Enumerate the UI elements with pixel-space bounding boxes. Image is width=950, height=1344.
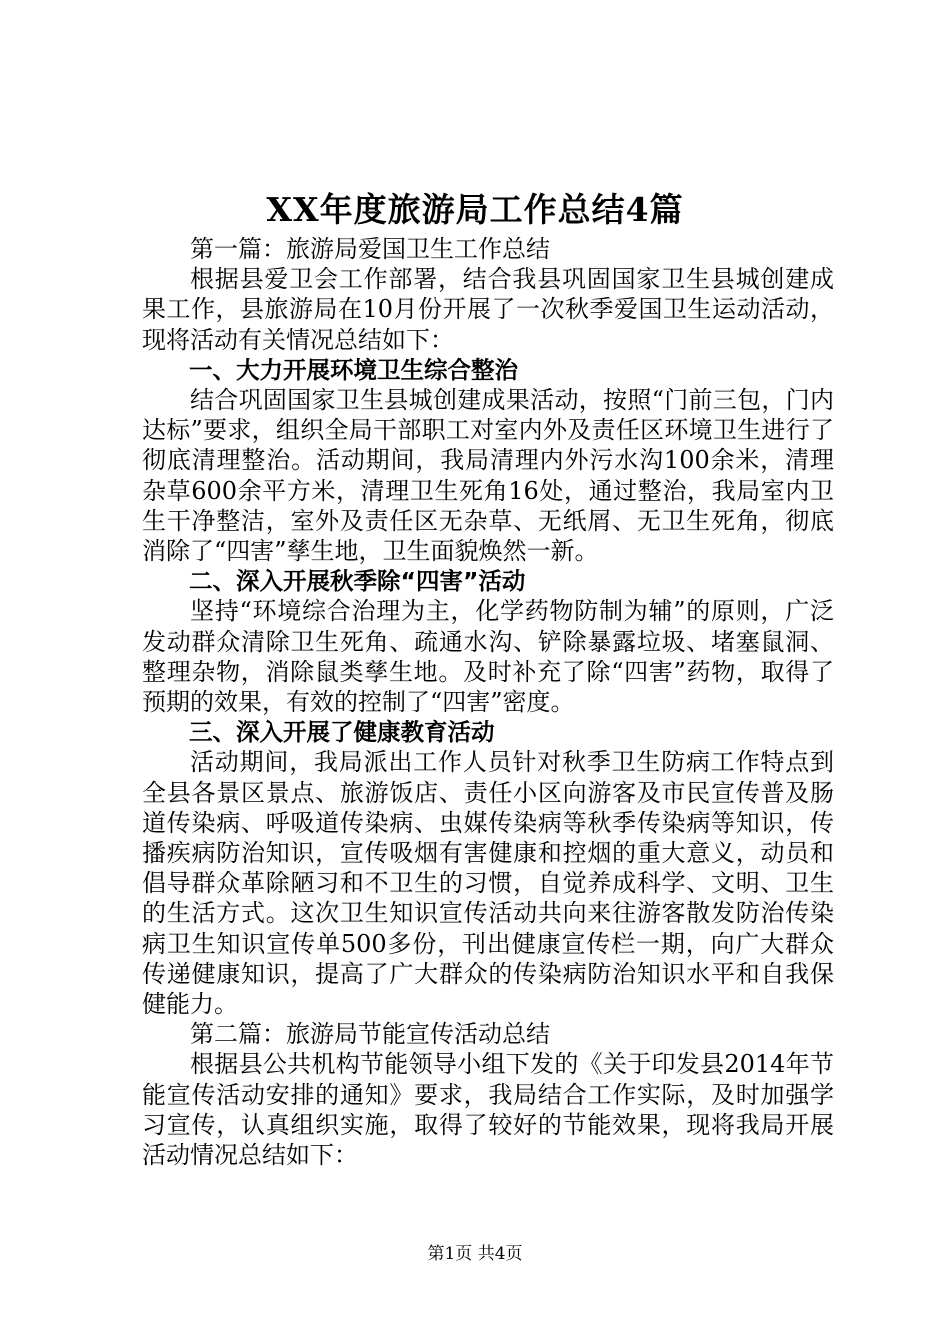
body-paragraph: 根据县爱卫会工作部署，结合我县巩固国家卫生县城创建成果工作，县旅游局在10月份开展了一次秋季爱国卫生运动活动，现将活动有关情况总结如下： [142,265,834,354]
page-footer: 第1页 共4页 [427,1244,523,1264]
body-paragraph: 根据县公共机构节能领导小组下发的《关于印发县2014年节能宣传活动安排的通知》要求，我局结合工作实际，及时加强学习宣传，认真组织实施，取得了较好的节能效果，现将我局开展活动情况总结如下： [142,1050,834,1170]
section-heading-2: 二、深入开展秋季除“四害”活动 [189,567,526,596]
body-paragraph: 活动期间，我局派出工作人员针对秋季卫生防病工作特点到全县各景区景点、旅游饭店、责任小区向游客及市民宣传普及肠道传染病、呼吸道传染病、虫媒传染病等秋季传染病等知识，传播疾病防治知识，宣传吸烟有害健康和控烟的重大意义，动员和倡导群众革除陋习和不卫生的习惯，自觉养成科学、文明、卫生的生活方式。这次卫生知识宣传活动共向来往游客散发防治传染病卫生知识宣传单500多份，刊出健康宣传栏一期，向广大群众传递健康知识，提高了广大群众的传染病防治知识水平和自我保健能力。 [142,748,834,1019]
document-title: XX年度旅游局工作总结4篇 [266,190,684,229]
section-heading-3: 三、深入开展了健康教育活动 [189,718,495,747]
section-title-part-2: 第二篇：旅游局节能宣传活动总结 [190,1020,550,1049]
body-paragraph: 结合巩固国家卫生县城创建成果活动，按照“门前三包，门内达标”要求，组织全局干部职工对室内外及责任区环境卫生进行了彻底清理整治。活动期间，我局清理内外污水沟100余米，清理杂草600余平方米，清理卫生死角16处，通过整治，我局室内卫生干净整洁，室外及责任区无杂草、无纸屑、无卫生死角，彻底消除了“四害”孳生地，卫生面貌焕然一新。 [142,386,834,566]
document-body [142,234,834,1170]
section-heading-1: 一、大力开展环境卫生综合整治 [189,355,518,384]
body-paragraph: 坚持“环境综合治理为主，化学药物防制为辅”的原则，广泛发动群众清除卫生死角、疏通水沟、铲除暴露垃圾、堵塞鼠洞、整理杂物，消除鼠类孳生地。及时补充了除“四害”药物，取得了预期的效果，有效的控制了“四害”密度。 [142,597,834,717]
section-title-part-1: 第一篇：旅游局爱国卫生工作总结 [190,235,550,263]
